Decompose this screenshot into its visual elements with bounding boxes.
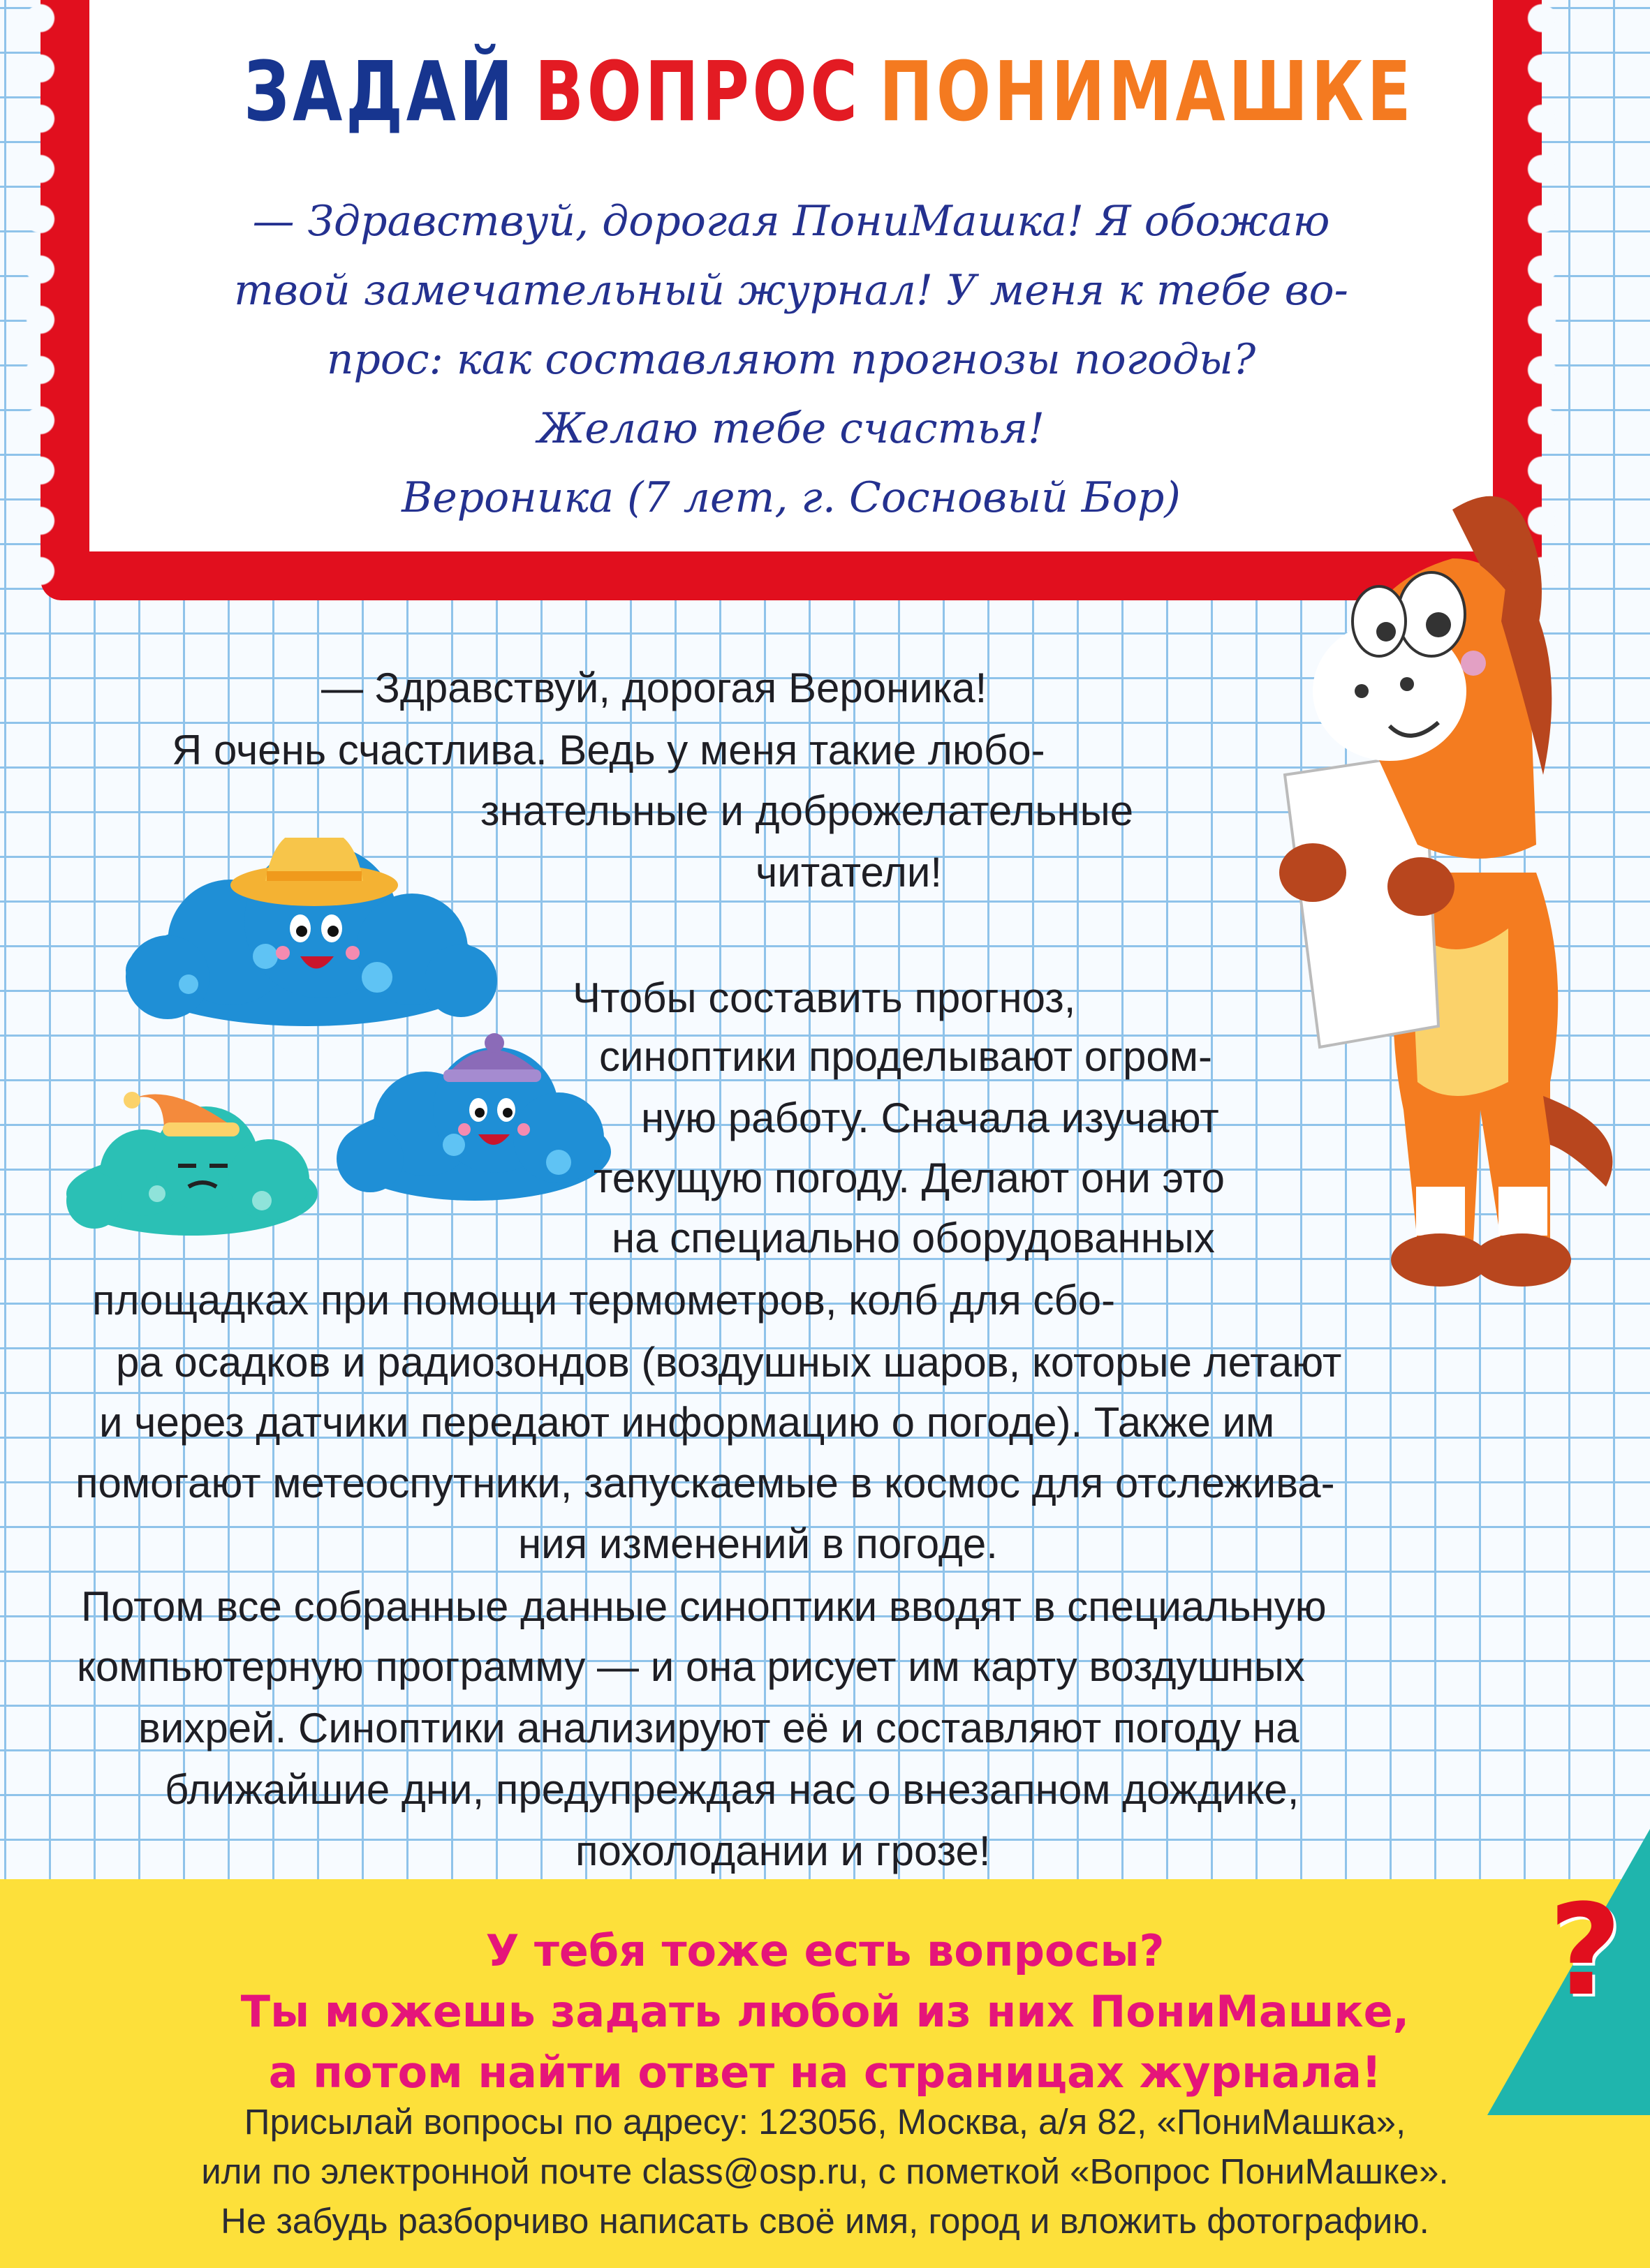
- answer-line: и через датчики передают информацию о погоде). Также им: [99, 1399, 1275, 1446]
- letter-line: прос: как составляют прогнозы погоды?: [326, 335, 1256, 384]
- answer-line: — Здравствуй, дорогая Вероника!: [321, 665, 987, 711]
- info-line-reminder: Не забудь разборчиво написать своё имя, город и вложить фотографию.: [221, 2201, 1429, 2241]
- letter-signature: Вероника (7 лет, г. Сосновый Бор): [402, 473, 1181, 522]
- answer-line: Я очень счастлива. Ведь у меня такие любо-: [172, 727, 1045, 773]
- answer-line: вихрей. Синоптики анализируют её и составляют погоду на: [138, 1705, 1299, 1751]
- letter-line: — Здравствуй, дорогая ПониМашка! Я обожаю: [252, 197, 1330, 246]
- title-word-zadai: ЗАДАЙ: [244, 43, 517, 140]
- cloud-with-beanie-illustration: [328, 1033, 621, 1215]
- title-word-ponimashke: ПОНИМАШКЕ: [879, 43, 1415, 140]
- cta-line: а потом найти ответ на страницах журнала!: [268, 2047, 1382, 2098]
- stamp-perforation-left: [25, 0, 56, 593]
- cloud-with-nightcap-illustration: [59, 1089, 325, 1250]
- cta-line: У тебя тоже есть вопросы?: [485, 1925, 1165, 1976]
- answer-line: Чтобы составить прогноз,: [573, 974, 1076, 1021]
- answer-line: знательные и доброжелательные: [480, 787, 1134, 834]
- answer-line: площадках при помощи термометров, колб для сбо-: [92, 1277, 1116, 1324]
- answer-line: похолодании и грозе!: [575, 1828, 991, 1874]
- info-line-address: Присылай вопросы по адресу: 123056, Москва, а/я 82, «ПониМашка»,: [244, 2102, 1406, 2142]
- cloud-with-straw-hat-illustration: [112, 838, 503, 1047]
- question-mark-icon: ?: [1549, 1878, 1622, 2024]
- answer-line: ния изменений в погоде.: [518, 1520, 998, 1567]
- answer-line: читатели!: [756, 849, 943, 896]
- stamp-card: [89, 0, 1493, 551]
- answer-line: ную работу. Сначала изучают: [641, 1095, 1219, 1141]
- title-word-vopros: ВОПРОС: [534, 43, 861, 140]
- answer-line: ра осадков и радиозондов (воздушных шаров, которые летают: [116, 1339, 1342, 1386]
- pony-illustration: [1243, 482, 1634, 1312]
- page-title: [244, 43, 1415, 140]
- letter-line: твой замечательный журнал! У меня к тебе во-: [234, 266, 1348, 315]
- answer-line: помогают метеоспутники, запускаемые в космос для отслежива-: [75, 1460, 1335, 1506]
- answer-line: ближайшие дни, предупреждая нас о внезапном дождике,: [165, 1766, 1299, 1813]
- reader-letter: [89, 187, 1493, 533]
- answer-line: на специально оборудованных: [612, 1215, 1215, 1261]
- cta-line: Ты можешь задать любой из них ПониМашке,: [240, 1986, 1410, 2037]
- answer-line: компьютерную программу — и она рисует им карту воздушных: [77, 1643, 1305, 1690]
- straw-hat-icon: [230, 838, 398, 906]
- letter-line: Желаю тебе счастья!: [537, 404, 1045, 453]
- answer-line: Потом все собранные данные синоптики вводят в специальную: [81, 1583, 1327, 1630]
- info-line-email: или по электронной почте class@osp.ru, с пометкой «Вопрос ПониМашке».: [201, 2151, 1449, 2191]
- answer-line: синоптики проделывают огром-: [599, 1033, 1212, 1080]
- answer-line: текущую погоду. Делают они это: [594, 1155, 1225, 1201]
